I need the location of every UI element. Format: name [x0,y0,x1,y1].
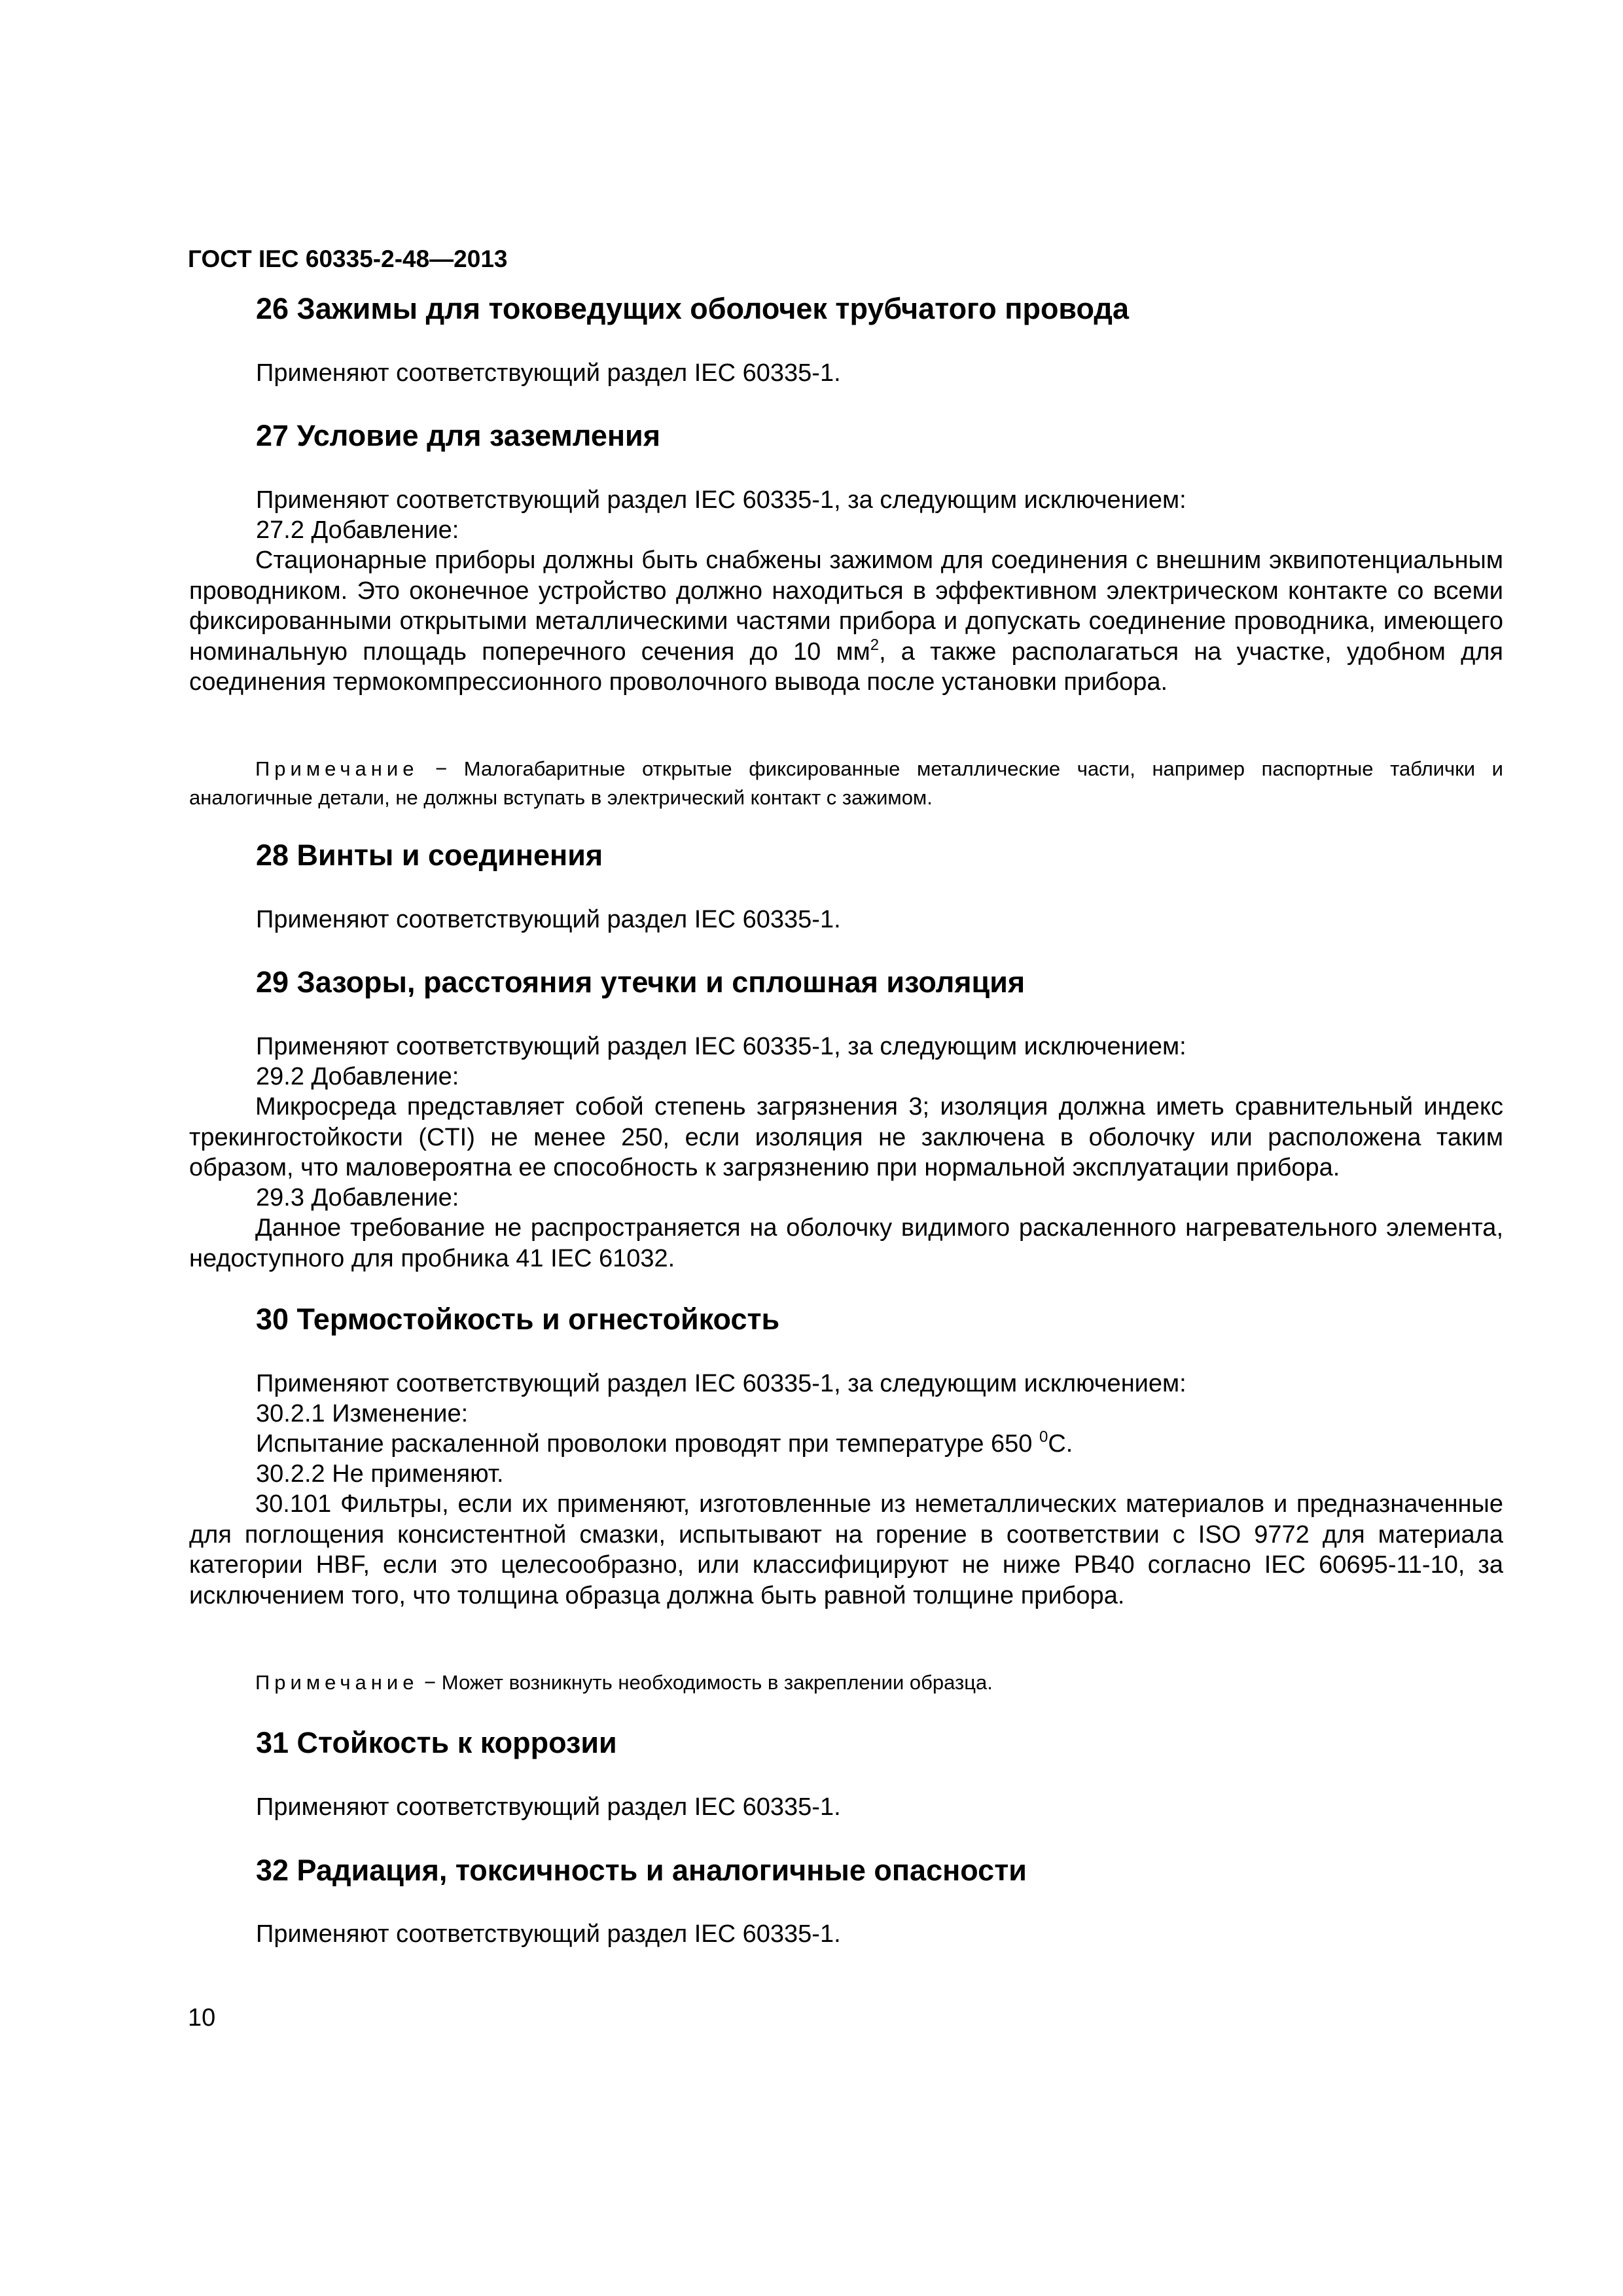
section-29-3-paragraph: Данное требование не распространяется на оболочку видимого раскаленного нагревательного элемента, недоступного для пробника 41 IEC 61032. [189,1214,1503,1272]
section-31-heading: 31 Стойкость к коррозии [256,1726,617,1759]
section-32-heading: 32 Радиация, токсичность и аналогичные опасности [256,1854,1027,1887]
page-number: 10 [188,2004,216,2032]
section-26-heading: 26 Зажимы для токоведущих оболочек трубчатого провода [256,292,1129,325]
section-29-heading: 29 Зазоры, расстояния утечки и сплошная изоляция [256,965,1026,999]
document-code: ГОСТ IEC 60335-2-48—2013 [188,245,508,272]
section-26-text: Применяют соответствующий раздел IEC 60335-1. [256,359,841,387]
section-29-2-paragraph: Микросреда представляет собой степень загрязнения 3; изоляция должна иметь сравнительный индекс трекингостойкости (CTI) не менее 250, если изоляция не заключена в оболочку или расположена таким образом, что маловероятна ее способность к загрязнению при нормальной эксплуатации прибора. [189,1093,1503,1181]
section-28-text: Применяют соответствующий раздел IEC 60335-1. [256,906,841,933]
section-27-2-paragraph: Стационарные приборы должны быть снабжены зажимом для соединения с внешним эквипотенциальным проводником. Это оконечное устройство должно находиться в эффективном электрическом контакте со всеми фиксированными открытыми металлическими частями прибора и допускать соединение проводника, имеющего номинальную площадь поперечного сечения до 10 $мм^2$, а также располагаться на участке, удобном для соединения термокомпрессионного проволочного вывода после установки прибора. [189,547,1503,696]
section-30-note: Примечание − Может возникнуть необходимость в закреплении образца. [255,1671,993,1694]
section-29-3-label: 29.3 Добавление: [256,1184,459,1211]
section-27-heading: 27 Условие для заземления [256,419,660,452]
section-28-heading: 28 Винты и соединения [256,838,603,872]
section-29-text: Применяют соответствующий раздел IEC 60335-1, за следующим исключением: [256,1033,1186,1060]
section-30-2-1-text: Испытание раскаленной проволоки проводят при температуре 650 $^0$С. [256,1428,1073,1458]
section-27-note: Примечание − Малогабаритные открытые фиксированные металлические части, например паспортные таблички и аналогичные детали, не должны вступать в электрический контакт с зажимом. [189,757,1503,809]
note-label: Примечание [255,757,419,780]
section-29-2-label: 29.2 Добавление: [256,1063,459,1090]
section-30-2-2-label: 30.2.2 Не применяют. [256,1460,504,1488]
section-31-text: Применяют соответствующий раздел IEC 60335-1. [256,1793,841,1821]
note-label: Примечание [255,1671,419,1694]
section-30-2-1-label: 30.2.1 Изменение: [256,1400,469,1427]
section-27-2-label: 27.2 Добавление: [256,516,459,544]
section-30-text: Применяют соответствующий раздел IEC 60335-1, за следующим исключением: [256,1370,1186,1397]
section-32-text: Применяют соответствующий раздел IEC 60335-1. [256,1920,841,1948]
section-30-101-paragraph: 30.101 Фильтры, если их применяют, изготовленные из неметаллических материалов и предназначенные для поглощения консистентной смазки, испытывают на горение в соответствии с ISO 9772 для материала категории HBF, если это целесообразно, или классифицируют не ниже PB40 согласно IEC 60695-11-10, за исключением того, что толщина образца должна быть равной толщине прибора. [189,1490,1503,1609]
section-30-heading: 30 Термостойкость и огнестойкость [256,1302,780,1336]
section-27-text: Применяют соответствующий раздел IEC 60335-1, за следующим исключением: [256,486,1186,514]
